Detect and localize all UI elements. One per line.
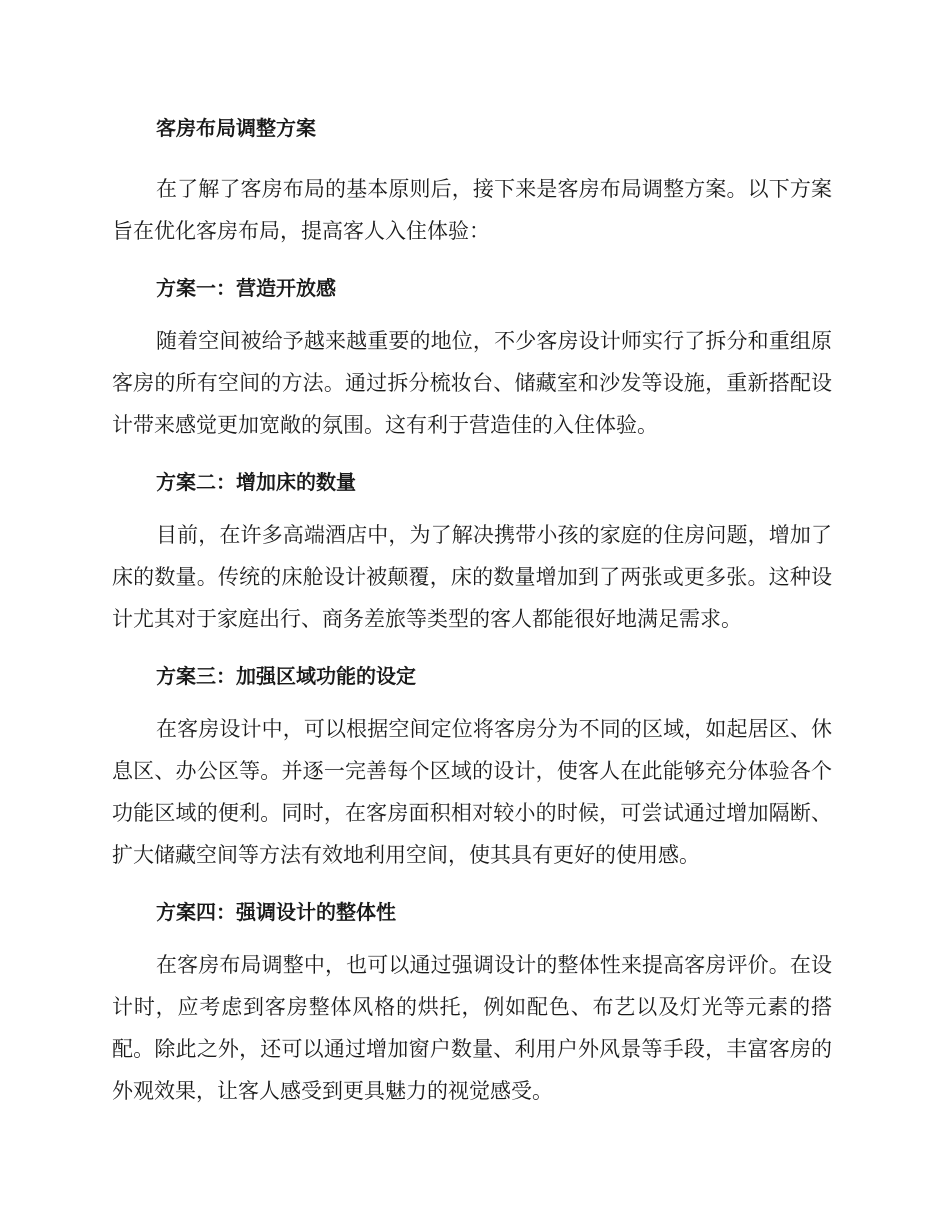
section-plan-4	[112, 898, 832, 1112]
section-paragraph: 目前，在许多高端酒店中，为了解决携带小孩的家庭的住房问题，增加了床的数量。传统的床舱设计被颠覆，床的数量增加到了两张或更多张。这种设计尤其对于家庭出行、商务差旅等类型的客人都能很好地满足需求。	[112, 523, 832, 631]
document-page	[112, 106, 832, 1112]
section-plan-1	[112, 274, 832, 446]
section-plan-2	[112, 468, 832, 640]
section-paragraph: 在客房设计中，可以根据空间定位将客房分为不同的区域，如起居区、休息区、办公区等。并逐一完善每个区域的设计，使客人在此能够充分体验各个功能区域的便利。同时，在客房面积相对较小的时候，可尝试通过增加隔断、扩大储藏空间等方法有效地利用空间，使其具有更好的使用感。	[112, 717, 832, 867]
section-heading: 方案三：加强区域功能的设定	[156, 664, 416, 688]
section-paragraph: 在客房布局调整中，也可以通过强调设计的整体性来提高客房评价。在设计时，应考虑到客房整体风格的烘托，例如配色、布艺以及灯光等元素的搭配。除此之外，还可以通过增加窗户数量、利用户外风景等手段，丰富客房的外观效果，让客人感受到更具魅力的视觉感受。	[112, 953, 832, 1103]
section-paragraph: 随着空间被给予越来越重要的地位，不少客房设计师实行了拆分和重组原客房的所有空间的方法。通过拆分梳妆台、储藏室和沙发等设施，重新搭配设计带来感觉更加宽敞的氛围。这有利于营造佳的入住体验。	[112, 329, 832, 437]
section-heading: 方案二：增加床的数量	[156, 470, 356, 494]
document-title: 客房布局调整方案	[156, 116, 316, 140]
intro-paragraph: 在了解了客房布局的基本原则后，接下来是客房布局调整方案。以下方案旨在优化客房布局，提高客人入住体验：	[112, 177, 832, 243]
section-heading: 方案四：强调设计的整体性	[156, 900, 396, 924]
section-plan-3	[112, 662, 832, 876]
section-heading: 方案一：营造开放感	[156, 276, 336, 300]
